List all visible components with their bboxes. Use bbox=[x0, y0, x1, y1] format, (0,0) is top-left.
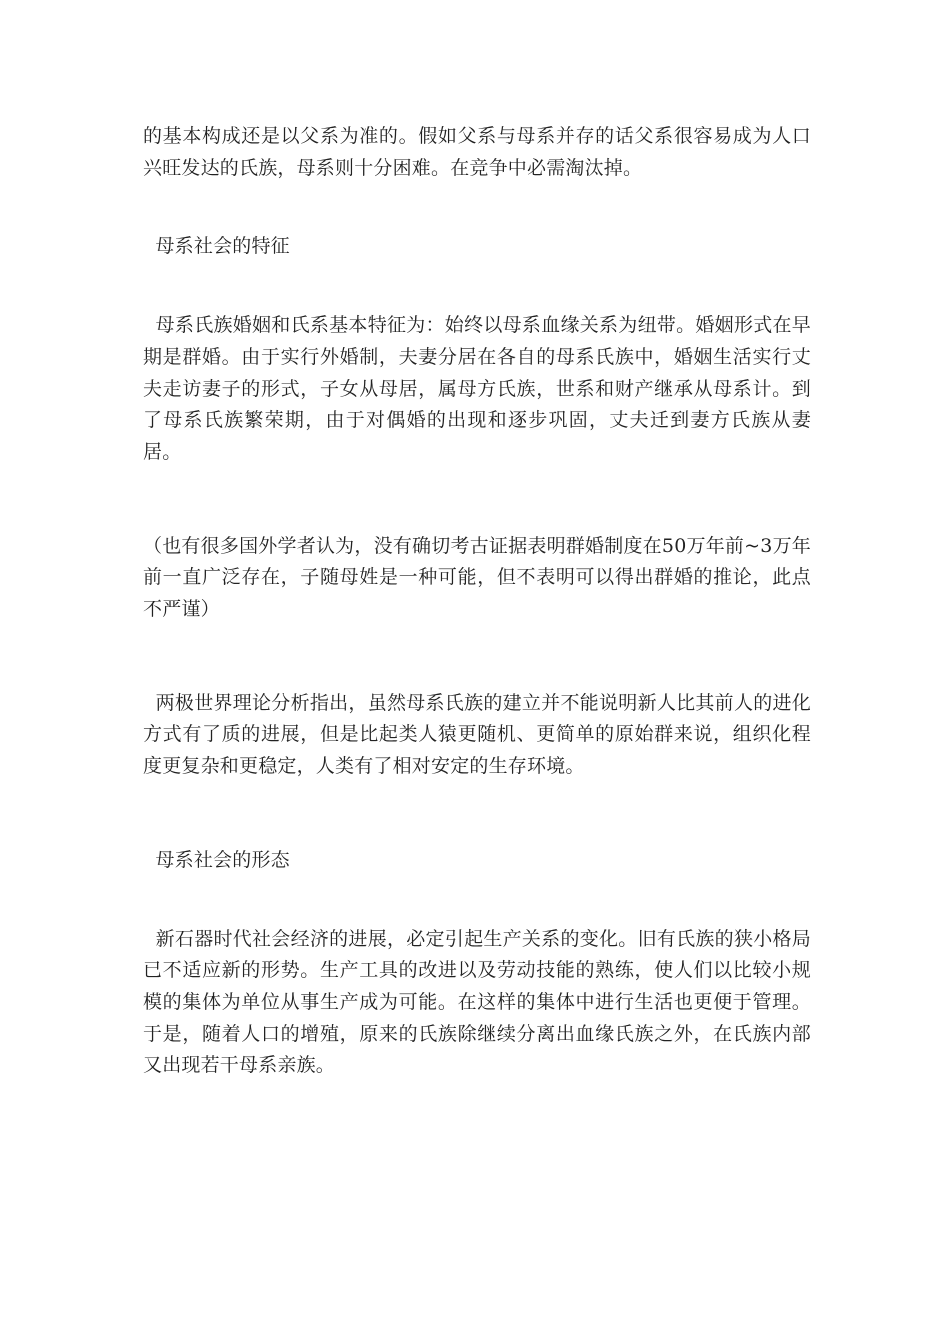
section-heading-forms: 母系社会的形态 bbox=[143, 848, 290, 871]
paragraph-characteristics: 母系氏族婚姻和氏系基本特征为：始终以母系血缘关系为纽带。婚姻形式在早期是群婚。由于实行外婚制，夫妻分居在各自的母系氏族中，婚姻生活实行丈夫走访妻子的形式，子女从母居，属母方氏族，世系和财产继承从母系计。到了母系氏族繁荣期，由于对偶婚的出现和逐步巩固，丈夫迁到妻方氏族从妻居。 bbox=[143, 314, 811, 463]
paragraph-note: （也有很多国外学者认为，没有确切考古证据表明群婚制度在50万年前~3万年前一直广泛存在，子随母姓是一种可能，但不表明可以得出群婚的推论，此点不严谨） bbox=[143, 534, 811, 621]
spacer bbox=[143, 783, 811, 845]
spacer bbox=[143, 626, 811, 688]
spacer bbox=[143, 469, 811, 531]
spacer bbox=[143, 877, 811, 924]
spacer bbox=[143, 263, 811, 310]
paragraph-forms: 新石器时代社会经济的进展，必定引起生产关系的变化。旧有氏族的狭小格局已不适应新的形势。生产工具的改进以及劳动技能的熟练，使人们以比较小规模的集体为单位从事生产成为可能。在这样的集体中进行生活也更便于管理。于是，随着人口的增殖，原来的氏族除继续分离出血缘氏族之外，在氏族内部又出现若干母系亲族。 bbox=[143, 927, 811, 1077]
paragraph-analysis: 两极世界理论分析指出，虽然母系氏族的建立并不能说明新人比其前人的进化方式有了质的进展，但是比起类人猿更随机、更简单的原始群来说，组织化程度更复杂和更稳定，人类有了相对安定的生存环境。 bbox=[143, 691, 811, 778]
section-heading-characteristics: 母系社会的特征 bbox=[143, 235, 290, 258]
paragraph-continuation: 的基本构成还是以父系为准的。假如父系与母系并存的话父系很容易成为人口兴旺发达的氏族，母系则十分困难。在竞争中必需淘汰掉。 bbox=[143, 125, 811, 179]
document-body bbox=[143, 121, 811, 1082]
spacer bbox=[143, 184, 811, 231]
